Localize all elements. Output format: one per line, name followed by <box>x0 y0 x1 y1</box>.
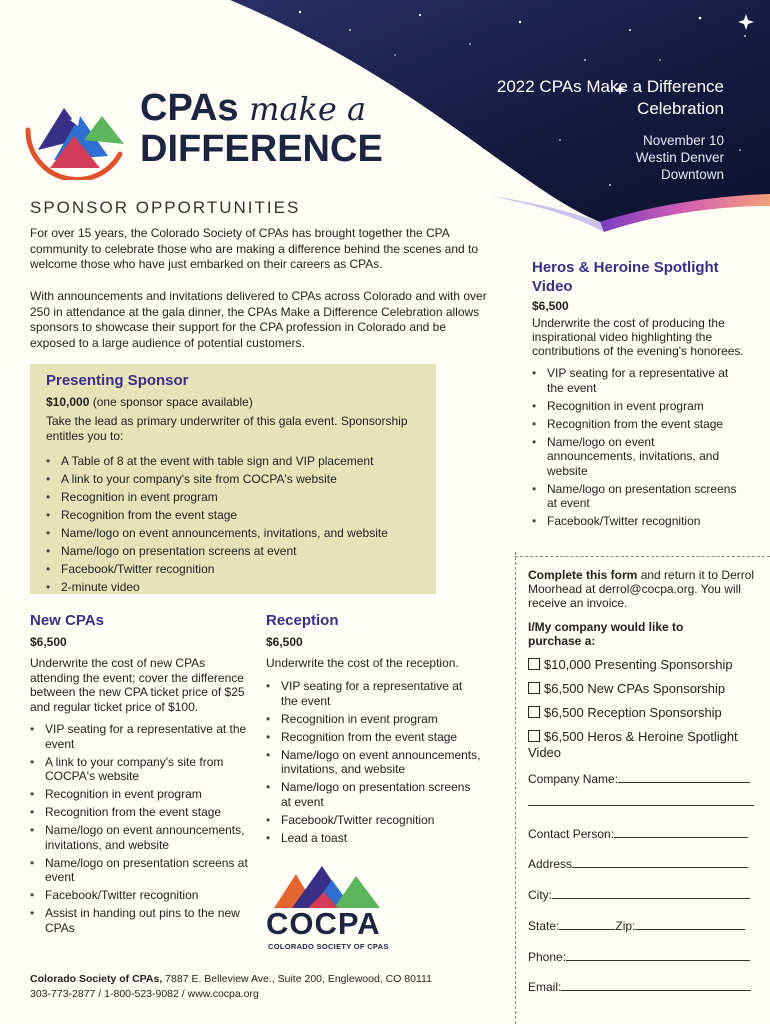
footer-address: 7887 E. Belleview Ave., Suite 200, Englewood, CO 80111 <box>165 973 432 985</box>
heros-desc: Underwrite the cost of producing the inspirational video highlighting the contributions of the evening's honorees. <box>532 316 744 358</box>
zip-label: Zip: <box>615 919 636 933</box>
checkbox-newcpas[interactable] <box>528 682 540 694</box>
presenting-sponsor-content <box>46 372 426 598</box>
list-item: • Facebook/Twitter recognition <box>532 514 744 529</box>
logo-word-difference: DIFFERENCE <box>140 128 383 170</box>
newcpas-title: New CPAs <box>30 612 104 629</box>
logo-word-cpas: CPAs <box>140 87 239 129</box>
event-title: 2022 CPAs Make a Difference Celebration <box>496 77 724 118</box>
newcpas-sponsor-section <box>30 612 248 939</box>
list-item: • A Table of 8 at the event with table sign and VIP placement <box>46 454 426 469</box>
list-item: • Recognition in event program <box>46 490 426 505</box>
address-label: Address <box>528 857 573 871</box>
list-item: • Recognition from the event stage <box>266 730 482 745</box>
event-venue-line2: Downtown <box>660 167 724 182</box>
footer-contact: 303-773-2877 / 1-800-523-9082 / www.cocpa.org <box>30 988 259 1000</box>
newcpas-benefits-list <box>30 722 248 935</box>
list-item: • Assist in handing out pins to the new CPAs <box>30 906 248 935</box>
option-presenting-label: $10,000 Presenting Sponsorship <box>544 657 733 672</box>
email-line[interactable] <box>561 990 751 991</box>
company-name-line[interactable] <box>618 782 750 783</box>
city-label: City: <box>528 888 552 902</box>
option-reception[interactable] <box>528 705 764 721</box>
heros-benefits-list <box>532 366 744 529</box>
phone-line[interactable] <box>566 960 750 961</box>
list-item: • Facebook/Twitter recognition <box>46 562 426 577</box>
form-divider-horizontal <box>515 556 770 557</box>
list-item: • A link to your company's site from COCPA's website <box>46 472 426 487</box>
list-item: • Name/logo on event announcements, invitations, and website <box>30 823 248 852</box>
email-label: Email: <box>528 980 562 994</box>
event-date: November 10 <box>642 133 724 148</box>
intro-paragraph-2: With announcements and invitations delivered to CPAs across Colorado and with over 250 in attendance at the gala dinner, the CPAs Make a Difference Celebration allows sponsors to showcase their support for the CPA profession in Colorado and be exposed to a large audience of potential customers. <box>30 289 487 350</box>
heros-title: Heros & Heroine Spotlight Video <box>532 259 719 295</box>
option-heros[interactable] <box>528 729 764 761</box>
city-field[interactable] <box>528 888 750 902</box>
list-item: • Name/logo on event announcements, invitations, and website <box>266 748 482 777</box>
state-label: State: <box>528 919 560 933</box>
option-reception-label: $6,500 Reception Sponsorship <box>544 705 722 720</box>
contact-person-label: Contact Person: <box>528 827 615 841</box>
reception-price: $6,500 <box>266 635 303 649</box>
logo-word-make-a: make a <box>249 90 367 128</box>
presenting-title: Presenting Sponsor <box>46 372 189 389</box>
cocpa-subtitle: COLORADO SOCIETY OF CPAS <box>268 942 389 951</box>
list-item: • Facebook/Twitter recognition <box>30 888 248 903</box>
presenting-desc: Take the lead as primary underwriter of this gala event. Sponsorship entitles you to: <box>46 414 408 443</box>
checkbox-reception[interactable] <box>528 706 540 718</box>
footer <box>30 972 490 1002</box>
reception-desc: Underwrite the cost of the reception. <box>266 656 459 670</box>
checkbox-heros[interactable] <box>528 730 540 742</box>
form-instructions-bold: Complete this form <box>528 568 638 582</box>
list-item: • Lead a toast <box>266 831 482 846</box>
checkbox-presenting[interactable] <box>528 658 540 670</box>
address-field[interactable] <box>528 857 748 871</box>
list-item: • Name/logo on presentation screens at event <box>532 482 744 511</box>
option-newcpas-label: $6,500 New CPAs Sponsorship <box>544 681 726 696</box>
event-info <box>464 76 724 183</box>
list-item: • Recognition in event program <box>532 399 744 414</box>
company-name-field[interactable] <box>528 772 750 786</box>
heros-price: $6,500 <box>532 299 569 313</box>
address-line[interactable] <box>572 867 748 868</box>
zip-line[interactable] <box>635 929 745 930</box>
list-item: • Recognition from the event stage <box>30 805 248 820</box>
list-item: • Name/logo on presentation screens at event <box>46 544 426 559</box>
email-field[interactable] <box>528 980 751 994</box>
list-item: • Facebook/Twitter recognition <box>266 813 482 828</box>
city-line[interactable] <box>552 898 750 899</box>
heros-sponsor-section <box>532 258 744 532</box>
list-item: • VIP seating for a representative at the event <box>30 722 248 751</box>
list-item: • VIP seating for a representative at the event <box>532 366 744 395</box>
purchase-options <box>528 657 764 761</box>
newcpas-desc: Underwrite the cost of new CPAs attending the event; cover the difference between the new CPA ticket price of $25 and regular ticket price of $100. <box>30 656 245 714</box>
presenting-price-note: (one sponsor space available) <box>92 395 253 409</box>
option-presenting[interactable] <box>528 657 764 673</box>
reception-sponsor-section <box>266 612 482 849</box>
form-instructions <box>528 568 758 610</box>
presenting-benefits-list <box>46 454 426 595</box>
phone-field[interactable] <box>528 950 750 964</box>
presenting-price: $10,000 <box>46 395 90 409</box>
list-item: • Name/logo on presentation screens at event <box>266 780 482 809</box>
state-zip-field <box>528 919 745 933</box>
cocpa-wordmark: COCPA <box>266 906 381 941</box>
newcpas-price: $6,500 <box>30 635 67 649</box>
list-item: • Recognition in event program <box>30 787 248 802</box>
mountain-logo-icon <box>24 80 130 180</box>
section-heading: SPONSOR OPPORTUNITIES <box>30 198 301 217</box>
list-item: • Recognition from the event stage <box>532 417 744 432</box>
list-item: • 2-minute video <box>46 580 426 595</box>
event-venue-line1: Westin Denver <box>635 150 724 165</box>
list-item: • Name/logo on event announcements, invitations, and website <box>532 435 744 479</box>
cocpa-mountains-icon <box>268 862 388 910</box>
event-logo-title <box>140 88 383 169</box>
purchase-heading: I/My company would like to purchase a: <box>528 620 684 648</box>
phone-label: Phone: <box>528 950 567 964</box>
form-instructions-text: and return it to Derrol Moorhead at derrol@cocpa.org. You will receive an invoice. <box>528 568 755 610</box>
option-heros-label: $6,500 Heros & Heroine Spotlight Video <box>528 729 738 760</box>
intro-paragraph-1: For over 15 years, the Colorado Society of CPAs has brought together the CPA community to celebrate those who are making a difference behind the scenes and to welcome those who have just embarked on their careers as CPAs. <box>30 226 479 271</box>
list-item: • Recognition in event program <box>266 712 482 727</box>
state-line[interactable] <box>559 929 615 930</box>
list-item: • Name/logo on presentation screens at event <box>30 856 248 885</box>
company-name-line-2[interactable] <box>528 805 754 806</box>
list-item: • VIP seating for a representative at the event <box>266 679 482 708</box>
presenting-price-line <box>46 395 426 410</box>
contact-person-field[interactable] <box>528 827 748 841</box>
event-details <box>464 132 724 183</box>
list-item: • Recognition from the event stage <box>46 508 426 523</box>
footer-org: Colorado Society of CPAs, <box>30 973 163 985</box>
contact-person-line[interactable] <box>614 837 748 838</box>
reception-title: Reception <box>266 612 339 629</box>
list-item: • A link to your company's site from COCPA's website <box>30 755 248 784</box>
form-divider-vertical <box>515 552 516 1024</box>
company-name-label: Company Name: <box>528 772 619 786</box>
option-newcpas[interactable] <box>528 681 764 697</box>
reception-benefits-list <box>266 679 482 845</box>
list-item: • Name/logo on event announcements, invitations, and website <box>46 526 426 541</box>
